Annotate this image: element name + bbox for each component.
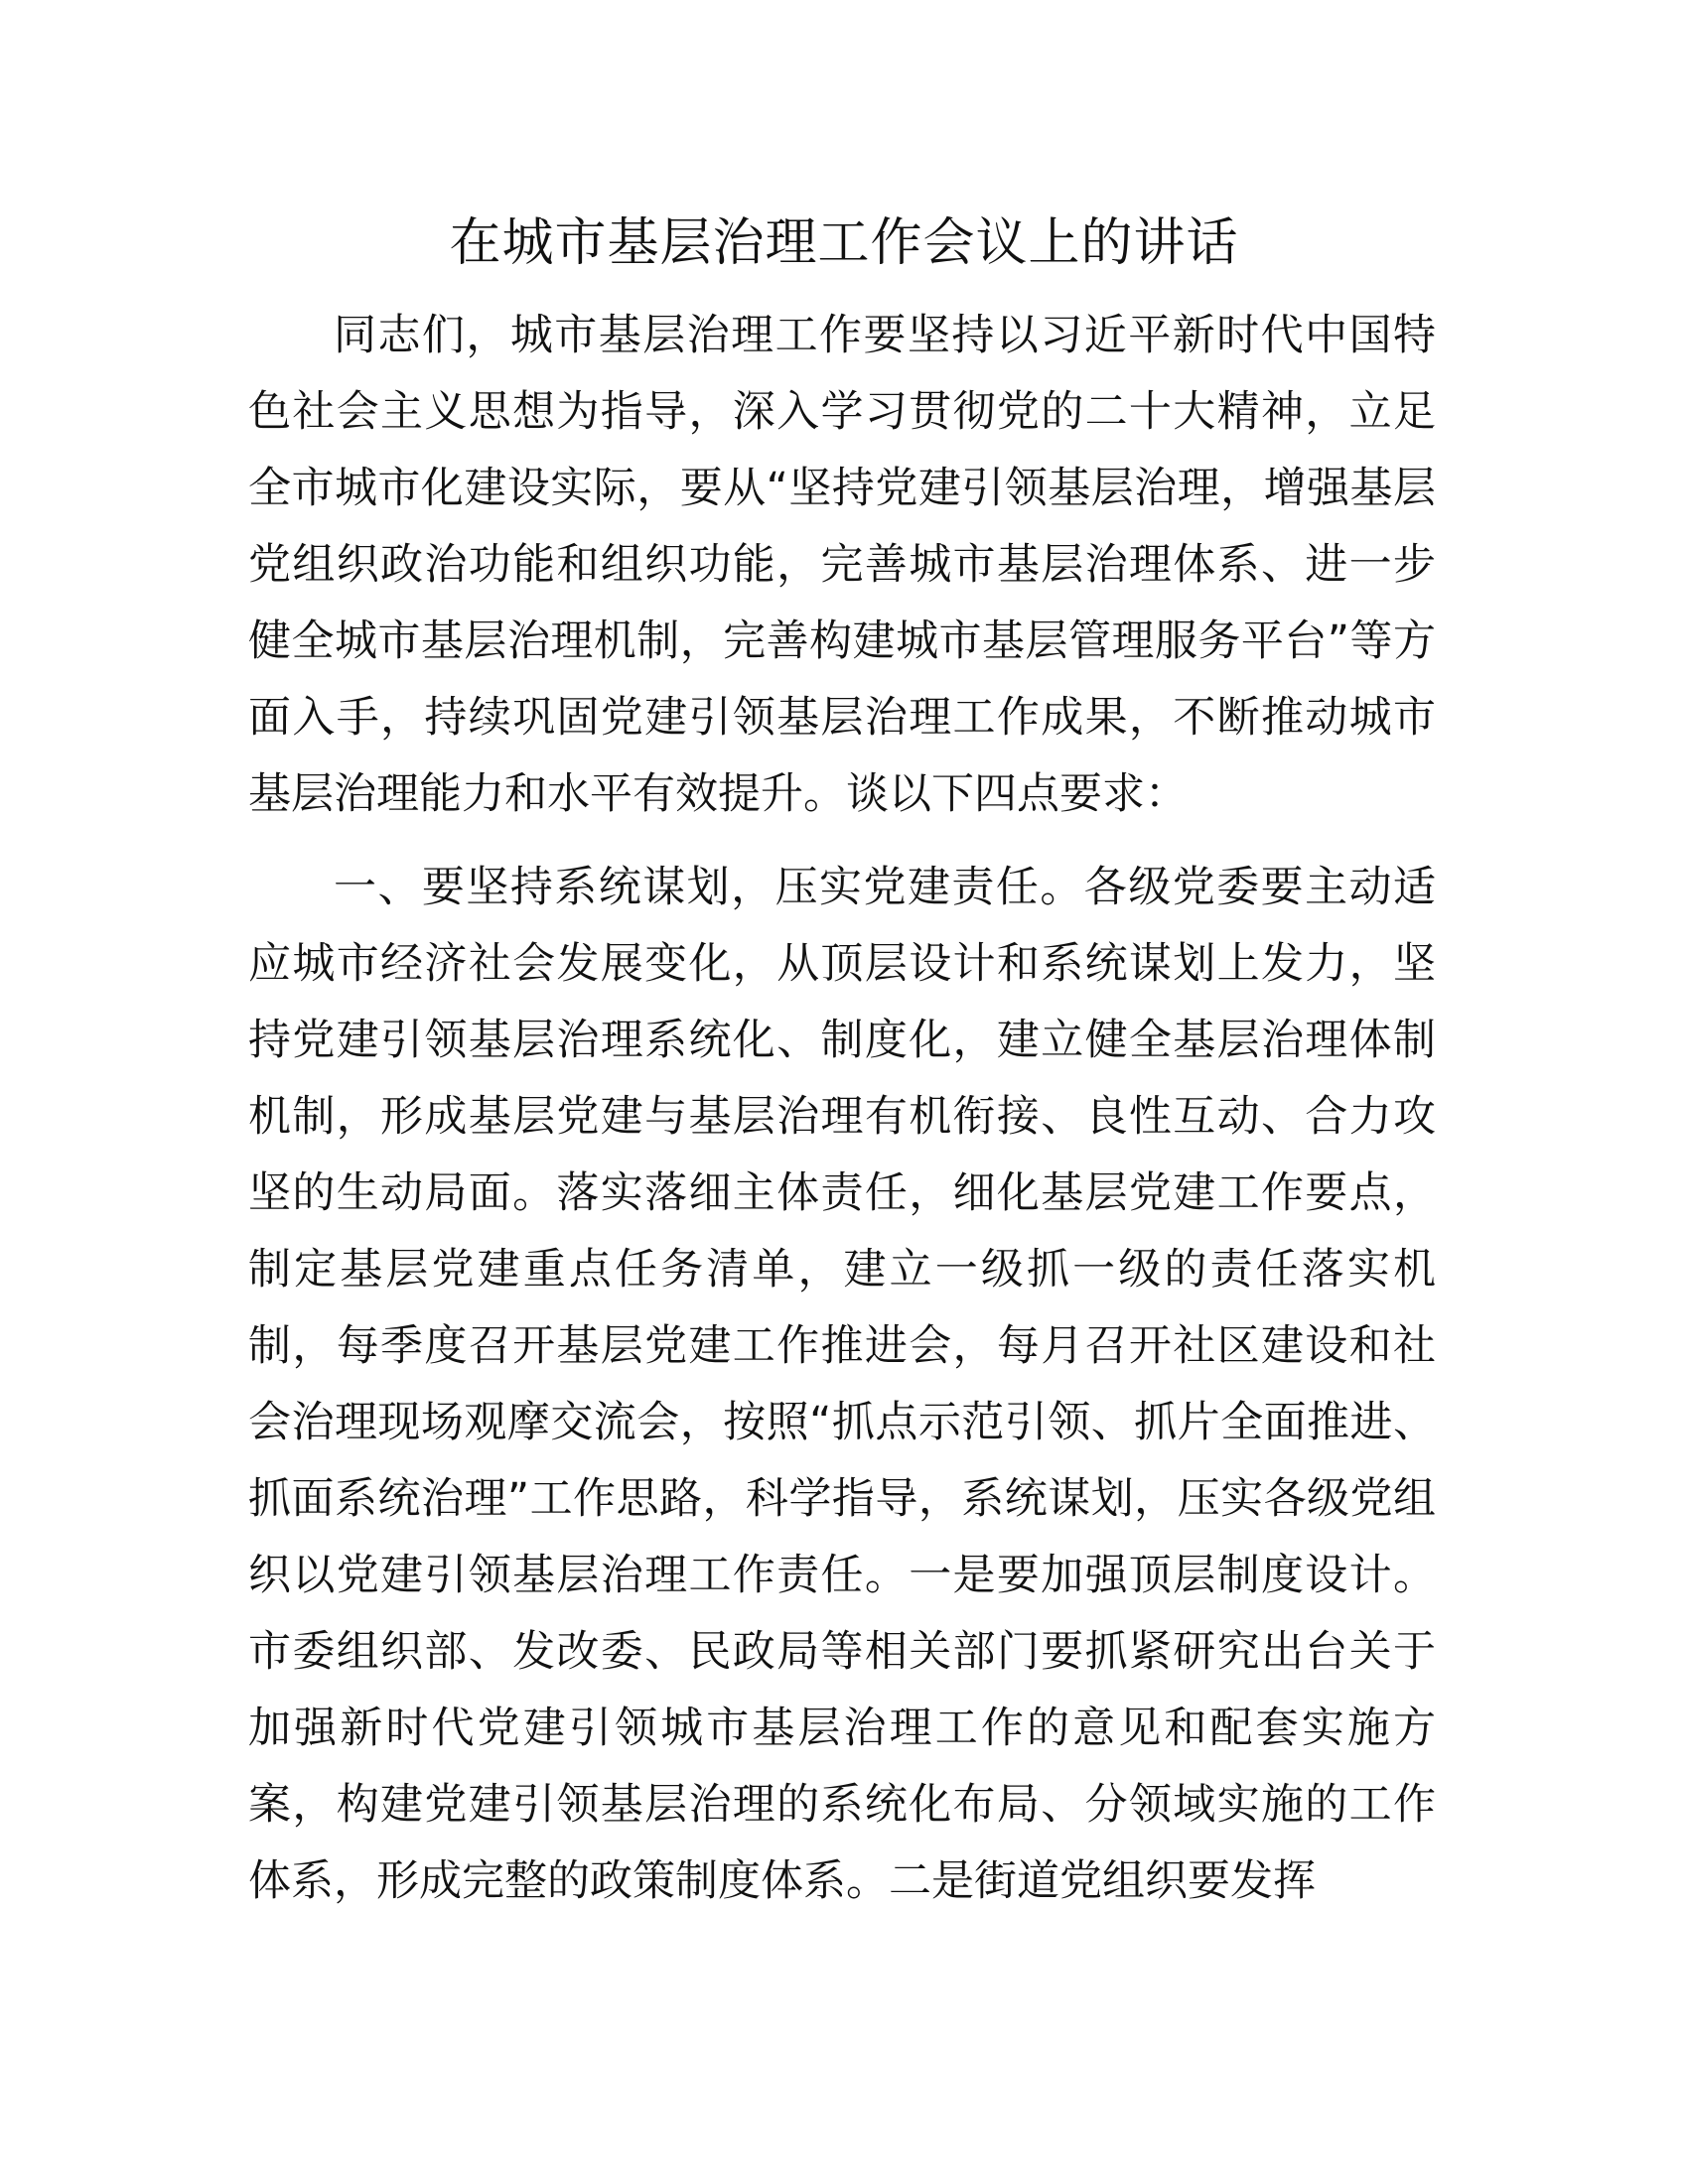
document-title: 在城市基层治理工作会议上的讲话 (449, 213, 1239, 273)
paragraph-intro: 同志们，城市基层治理工作要坚持以习近平新时代中国特色社会主义思想为指导，深入学习贯彻党的二十大精神，立足全市城市化建设实际，要从“坚持党建引领基层治理，增强基层党组织政治功能和组织功能，完善城市基层治理体系、进一步健全城市基层治理机制，完善构建城市基层管理服务平台”等方面入手，持续巩固党建引领基层治理工作成果，不断推动城市基层治理能力和水平有效提升。谈以下四点要求： (248, 311, 1436, 819)
paragraph-section-one: 一、要坚持系统谋划，压实党建责任。各级党委要主动适应城市经济社会发展变化，从顶层设计和系统谋划上发力，坚持党建引领基层治理系统化、制度化，建立健全基层治理体制机制，形成基层党建与基层治理有机衔接、良性互动、合力攻坚的生动局面。落实落细主体责任，细化基层党建工作要点，制定基层党建重点任务清单，建立一级抓一级的责任落实机制，每季度召开基层党建工作推进会，每月召开社区建设和社会治理现场观摩交流会，按照“抓点示范引领、抓片全面推进、抓面系统治理”工作思路，科学指导，系统谋划，压实各级党组织以党建引领基层治理工作责任。一是要加强顶层制度设计。市委组织部、发改委、民政局等相关部门要抓紧研究出台关于加强新时代党建引领城市基层治理工作的意见和配套实施方案，构建党建引领基层治理的系统化布局、分领域实施的工作体系，形成完整的政策制度体系。二是街道党组织要发挥 (248, 863, 1436, 1906)
